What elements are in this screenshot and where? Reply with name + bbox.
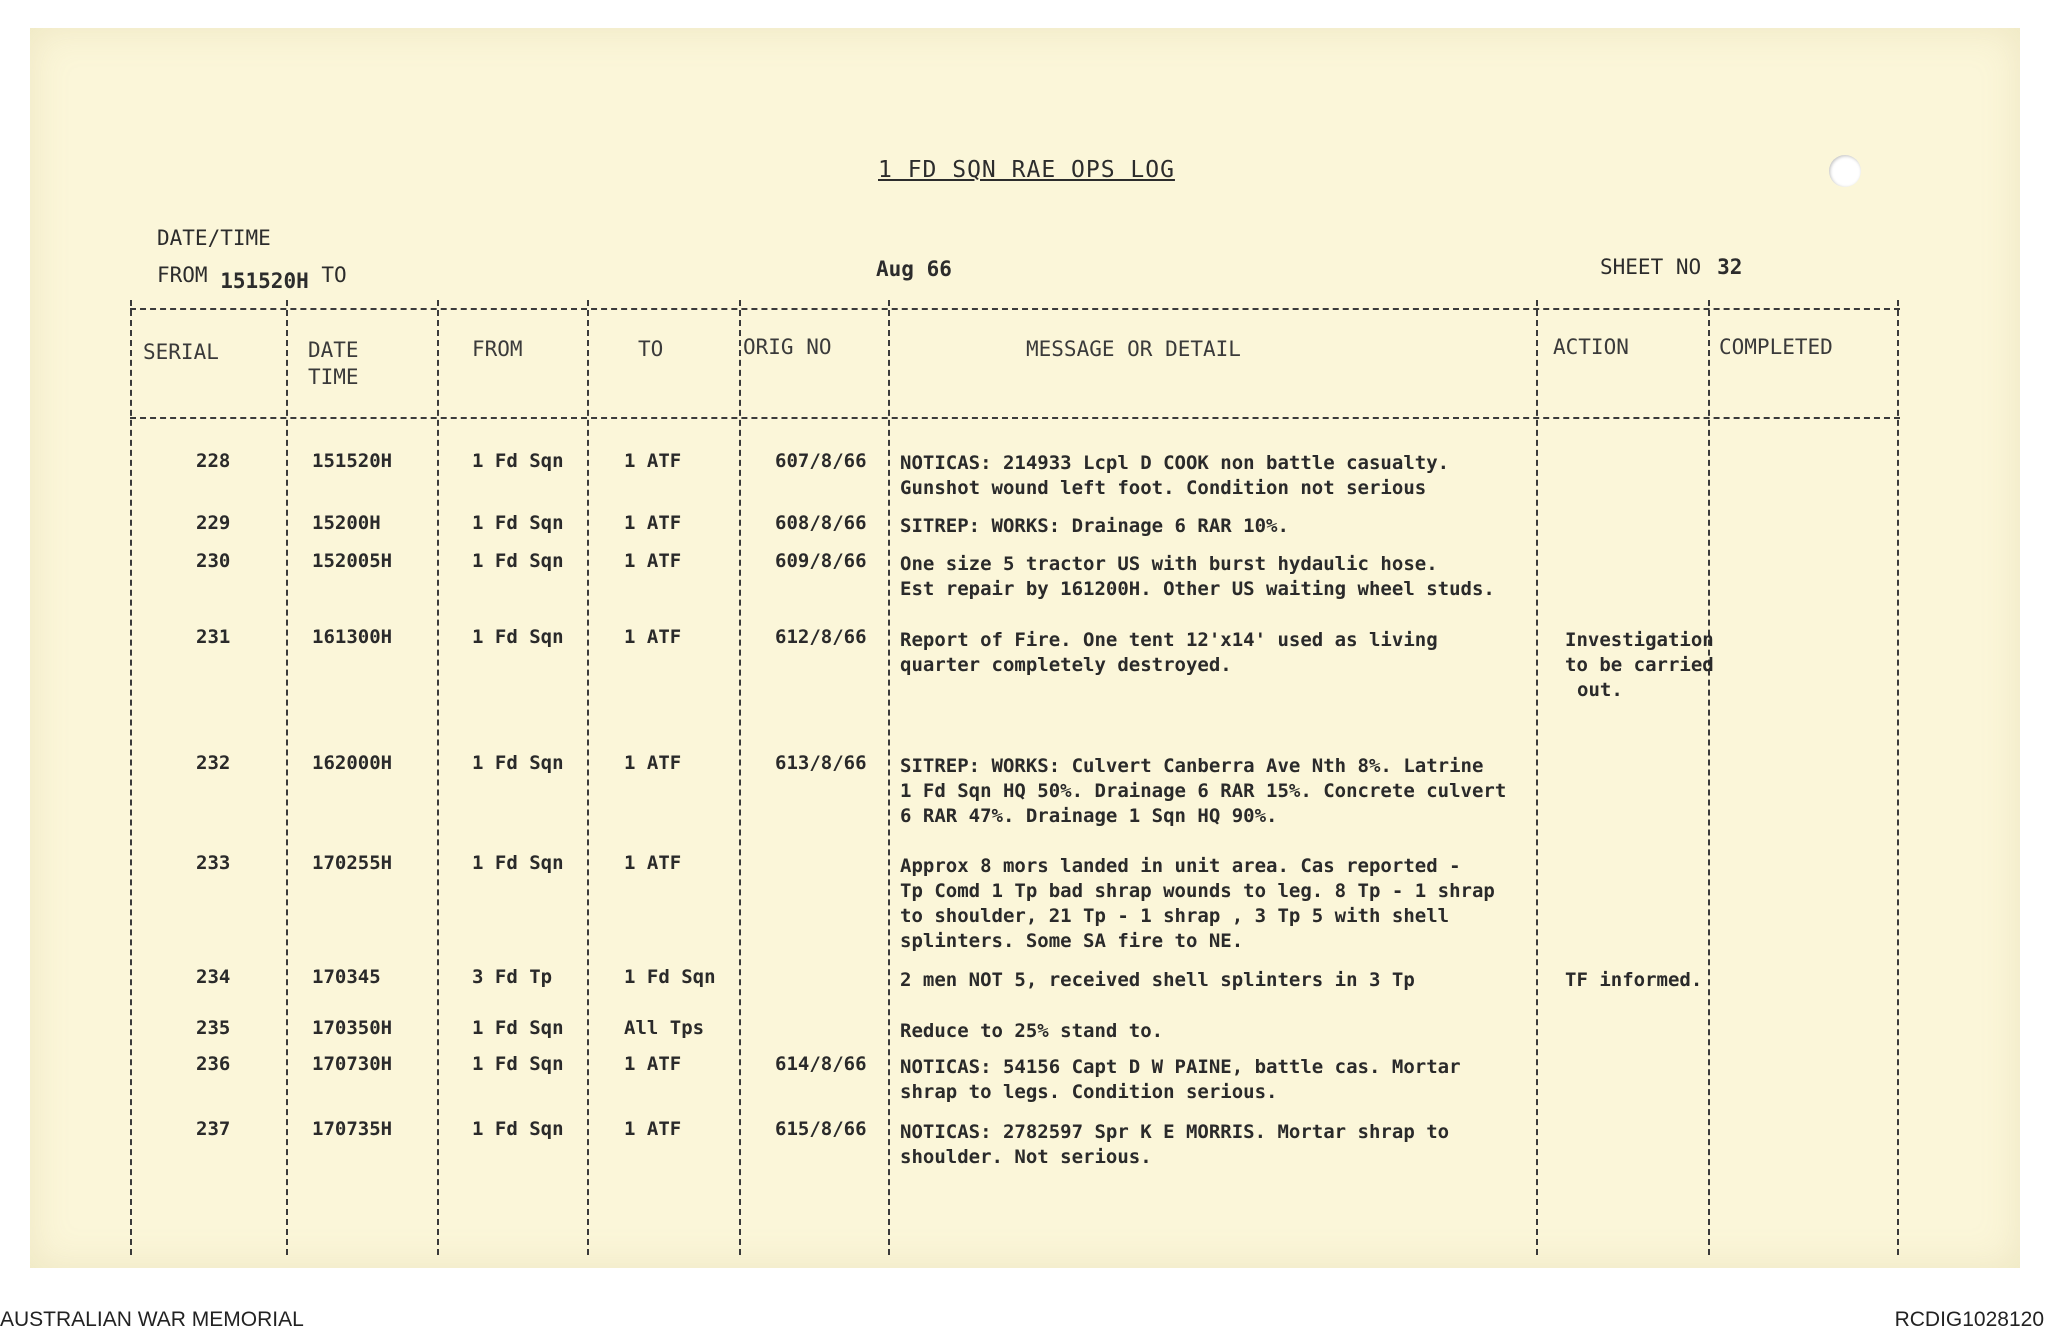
cell-message: [900, 754, 1506, 829]
cell-serial: 230: [196, 550, 231, 572]
cell-from: 1 Fd Sqn: [472, 752, 564, 774]
sheet-value: 32: [1717, 255, 1743, 279]
message-line: shrap to legs. Condition serious.: [900, 1081, 1278, 1103]
message-line: to shoulder, 21 Tp - 1 shrap , 3 Tp 5 with shell: [900, 905, 1450, 927]
table-top-rule: [130, 308, 1900, 310]
cell-dtg: 170345: [312, 966, 381, 988]
cell-message: [900, 854, 1495, 954]
cell-dtg: 162000H: [312, 752, 393, 774]
cell-dtg: 170255H: [312, 852, 393, 874]
cell-from: 1 Fd Sqn: [472, 1053, 564, 1075]
message-line: 1 Fd Sqn HQ 50%. Drainage 6 RAR 15%. Concrete culvert: [900, 780, 1507, 802]
cell-serial: 233: [196, 852, 231, 874]
col-header-from: FROM: [472, 337, 523, 361]
cell-orig-no: 607/8/66: [775, 450, 867, 472]
cell-dtg: 170350H: [312, 1017, 393, 1039]
message-line: SITREP: WORKS: Culvert Canberra Ave Nth 8%. Latrine: [900, 755, 1484, 777]
cell-from: 1 Fd Sqn: [472, 852, 564, 874]
cell-from: 1 Fd Sqn: [472, 1118, 564, 1140]
cell-message: [900, 968, 1415, 993]
message-line: Report of Fire. One tent 12'x14' used as living: [900, 629, 1438, 651]
cell-orig-no: 615/8/66: [775, 1118, 867, 1140]
col-header-date: DATE: [308, 338, 359, 362]
message-line: Gunshot wound left foot. Condition not serious: [900, 477, 1427, 499]
message-line: 2 men NOT 5, received shell splinters in 3 Tp: [900, 969, 1415, 991]
message-line: NOTICAS: 54156 Capt D W PAINE, battle cas. Mortar: [900, 1056, 1461, 1078]
cell-to: All Tps: [624, 1017, 705, 1039]
cell-from: 1 Fd Sqn: [472, 450, 564, 472]
cell-message: [900, 451, 1449, 501]
cell-dtg: 151520H: [312, 450, 393, 472]
punch-hole: [1829, 155, 1861, 187]
message-line: SITREP: WORKS: Drainage 6 RAR 10%.: [900, 515, 1289, 537]
cell-to: 1 Fd Sqn: [624, 966, 716, 988]
cell-from: 1 Fd Sqn: [472, 1017, 564, 1039]
from-label: FROM: [157, 263, 208, 287]
cell-message: [900, 1055, 1461, 1105]
column-rule: [1536, 300, 1538, 1255]
cell-message: [900, 514, 1289, 539]
column-rule: [739, 300, 741, 1255]
cell-to: 1 ATF: [624, 450, 682, 472]
message-line: NOTICAS: 2782597 Spr K E MORRIS. Mortar shrap to: [900, 1121, 1450, 1143]
from-value: 151520H: [220, 269, 309, 293]
col-header-action: ACTION: [1553, 335, 1629, 359]
cell-orig-no: 608/8/66: [775, 512, 867, 534]
date-time-label: DATE/TIME: [157, 226, 271, 250]
message-line: One size 5 tractor US with burst hydaulic hose.: [900, 553, 1438, 575]
to-label: TO: [321, 263, 347, 287]
col-header-serial: SERIAL: [143, 340, 219, 364]
cell-message: [900, 1120, 1449, 1170]
message-line: 6 RAR 47%. Drainage 1 Sqn HQ 90%.: [900, 805, 1278, 827]
cell-dtg: 15200H: [312, 512, 381, 534]
cell-orig-no: 613/8/66: [775, 752, 867, 774]
col-header-time: TIME: [308, 365, 359, 389]
message-line: Tp Comd 1 Tp bad shrap wounds to leg. 8 Tp - 1 shrap: [900, 880, 1495, 902]
sheet-label: SHEET NO: [1600, 255, 1702, 279]
month-label: Aug 66: [876, 257, 952, 281]
column-rule: [1708, 300, 1710, 1255]
cell-orig-no: 609/8/66: [775, 550, 867, 572]
cell-to: 1 ATF: [624, 1118, 682, 1140]
cell-action: [1565, 968, 1702, 993]
cell-serial: 231: [196, 626, 231, 648]
cell-action: [1565, 628, 1714, 703]
column-rule: [437, 300, 439, 1255]
cell-to: 1 ATF: [624, 752, 682, 774]
col-header-completed: COMPLETED: [1719, 335, 1833, 359]
cell-dtg: 152005H: [312, 550, 393, 572]
cell-from: 1 Fd Sqn: [472, 626, 564, 648]
cell-dtg: 161300H: [312, 626, 393, 648]
action-line: TF informed.: [1565, 969, 1703, 991]
cell-serial: 228: [196, 450, 231, 472]
date-range: [157, 263, 347, 293]
cell-from: 1 Fd Sqn: [472, 550, 564, 572]
action-line: Investigation: [1565, 629, 1714, 651]
footer-source: AUSTRALIAN WAR MEMORIAL: [0, 1308, 304, 1331]
col-header-message: MESSAGE OR DETAIL: [1026, 337, 1241, 361]
header-bottom-rule: [130, 417, 1900, 419]
cell-from: 3 Fd Tp: [472, 966, 553, 988]
table-left-rule: [130, 300, 132, 1255]
message-line: Approx 8 mors landed in unit area. Cas reported -: [900, 855, 1461, 877]
cell-to: 1 ATF: [624, 852, 682, 874]
cell-serial: 236: [196, 1053, 231, 1075]
message-line: Reduce to 25% stand to.: [900, 1020, 1164, 1042]
cell-to: 1 ATF: [624, 626, 682, 648]
message-line: Est repair by 161200H. Other US waiting wheel studs.: [900, 578, 1495, 600]
cell-serial: 234: [196, 966, 231, 988]
cell-to: 1 ATF: [624, 1053, 682, 1075]
footer-id: RCDIG1028120: [1894, 1308, 2044, 1331]
col-header-orig-no: ORIG NO: [743, 335, 832, 359]
cell-serial: 232: [196, 752, 231, 774]
cell-message: [900, 1019, 1163, 1044]
message-line: splinters. Some SA fire to NE.: [900, 930, 1244, 952]
column-rule: [888, 300, 890, 1255]
action-line: out.: [1577, 679, 1623, 701]
cell-to: 1 ATF: [624, 512, 682, 534]
cell-dtg: 170730H: [312, 1053, 393, 1075]
cell-to: 1 ATF: [624, 550, 682, 572]
cell-orig-no: 612/8/66: [775, 626, 867, 648]
column-rule: [286, 300, 288, 1255]
message-line: quarter completely destroyed.: [900, 654, 1232, 676]
cell-dtg: 170735H: [312, 1118, 393, 1140]
cell-serial: 229: [196, 512, 231, 534]
cell-orig-no: 614/8/66: [775, 1053, 867, 1075]
table-right-rule: [1897, 300, 1899, 1255]
cell-from: 1 Fd Sqn: [472, 512, 564, 534]
cell-message: [900, 628, 1438, 678]
message-line: NOTICAS: 214933 Lcpl D COOK non battle casualty.: [900, 452, 1450, 474]
message-line: shoulder. Not serious.: [900, 1146, 1152, 1168]
action-line: to be carried: [1565, 654, 1714, 676]
sheet-number: [1600, 255, 1742, 279]
cell-serial: 237: [196, 1118, 231, 1140]
column-rule: [587, 300, 589, 1255]
cell-serial: 235: [196, 1017, 231, 1039]
col-header-to: TO: [638, 337, 664, 361]
page-title: 1 FD SQN RAE OPS LOG: [878, 157, 1175, 183]
cell-message: [900, 552, 1495, 602]
